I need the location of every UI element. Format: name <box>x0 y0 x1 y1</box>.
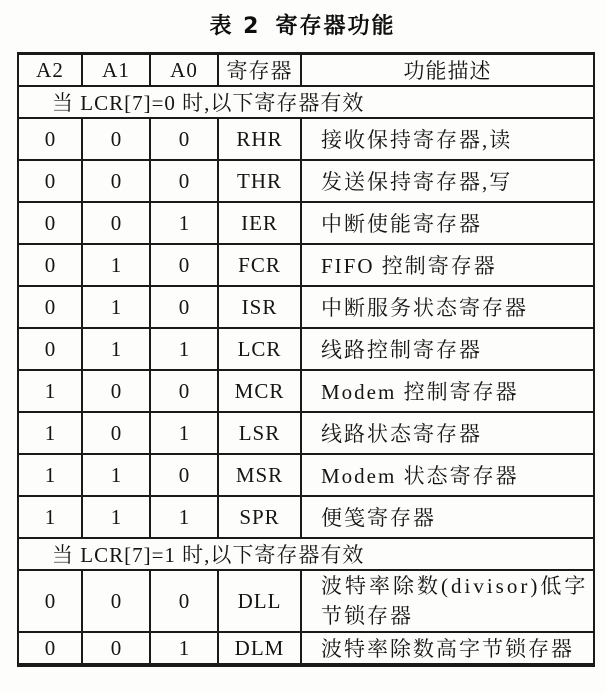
cell-register: DLM <box>218 632 301 665</box>
cell-description: 线路控制寄存器 <box>301 328 594 370</box>
cell-register: THR <box>218 160 301 202</box>
description-line: 节锁存器 <box>321 604 413 628</box>
table-row <box>18 244 594 286</box>
cell-description: 便笺寄存器 <box>301 496 594 538</box>
table-row <box>18 412 594 454</box>
cell-a2: 0 <box>18 202 82 244</box>
cell-a0: 0 <box>150 570 218 632</box>
table-number-label: 表 2 <box>209 14 261 39</box>
table-row <box>18 454 594 496</box>
cell-a1: 1 <box>82 328 150 370</box>
cell-a2: 0 <box>18 244 82 286</box>
section-note-row <box>18 86 594 118</box>
header-cell-a1: A1 <box>82 54 150 87</box>
cell-a0: 0 <box>150 160 218 202</box>
cell-a1: 1 <box>82 454 150 496</box>
section-note: 当 LCR[7]=0 时,以下寄存器有效 <box>18 86 594 118</box>
table-row <box>18 632 594 665</box>
cell-a1: 0 <box>82 370 150 412</box>
cell-a2: 0 <box>18 286 82 328</box>
cell-a2: 0 <box>18 118 82 160</box>
description-line: 波特率除数(divisor)低字 <box>321 574 589 598</box>
cell-a2: 0 <box>18 632 82 665</box>
cell-description: 中断使能寄存器 <box>301 202 594 244</box>
header-cell-register: 寄存器 <box>218 54 301 87</box>
cell-a2: 0 <box>18 328 82 370</box>
table-title-text: 寄存器功能 <box>275 14 396 39</box>
cell-a0: 0 <box>150 370 218 412</box>
cell-a0: 1 <box>150 328 218 370</box>
cell-a1: 0 <box>82 202 150 244</box>
cell-description: Modem 控制寄存器 <box>301 370 594 412</box>
cell-a0: 1 <box>150 412 218 454</box>
cell-register: MCR <box>218 370 301 412</box>
cell-a2: 1 <box>18 412 82 454</box>
cell-description: 线路状态寄存器 <box>301 412 594 454</box>
cell-description: FIFO 控制寄存器 <box>301 244 594 286</box>
cell-a0: 0 <box>150 244 218 286</box>
header-cell-a2: A2 <box>18 54 82 87</box>
table-row <box>18 370 594 412</box>
cell-register: LCR <box>218 328 301 370</box>
cell-a2: 1 <box>18 370 82 412</box>
cell-register: DLL <box>218 570 301 632</box>
cell-a2: 1 <box>18 454 82 496</box>
cell-a1: 0 <box>82 570 150 632</box>
cell-a1: 1 <box>82 286 150 328</box>
cell-a2: 0 <box>18 160 82 202</box>
table-row <box>18 496 594 538</box>
register-table-body <box>18 86 594 665</box>
cell-register: RHR <box>218 118 301 160</box>
cell-a1: 1 <box>82 496 150 538</box>
cell-a0: 1 <box>150 632 218 665</box>
section-note-row <box>18 538 594 570</box>
cell-description: 接收保持寄存器,读 <box>301 118 594 160</box>
table-row <box>18 160 594 202</box>
cell-a1: 1 <box>82 244 150 286</box>
cell-register: MSR <box>218 454 301 496</box>
cell-a1: 0 <box>82 632 150 665</box>
cell-register: SPR <box>218 496 301 538</box>
table-row <box>18 286 594 328</box>
cell-register: ISR <box>218 286 301 328</box>
table-row <box>18 328 594 370</box>
table-header-row <box>18 54 594 87</box>
page-title <box>0 9 605 40</box>
cell-register: IER <box>218 202 301 244</box>
cell-register: LSR <box>218 412 301 454</box>
cell-a0: 1 <box>150 496 218 538</box>
cell-a0: 0 <box>150 286 218 328</box>
cell-description: 波特率除数高字节锁存器 <box>301 632 594 665</box>
header-cell-a0: A0 <box>150 54 218 87</box>
cell-a0: 0 <box>150 118 218 160</box>
header-cell-description: 功能描述 <box>301 54 594 87</box>
register-table <box>17 52 595 667</box>
table-row <box>18 118 594 160</box>
cell-a0: 1 <box>150 202 218 244</box>
cell-a2: 0 <box>18 570 82 632</box>
table-row <box>18 202 594 244</box>
cell-a1: 0 <box>82 412 150 454</box>
cell-a1: 0 <box>82 118 150 160</box>
cell-description: Modem 状态寄存器 <box>301 454 594 496</box>
cell-a0: 0 <box>150 454 218 496</box>
cell-description: 中断服务状态寄存器 <box>301 286 594 328</box>
table-row <box>18 570 594 632</box>
section-note: 当 LCR[7]=1 时,以下寄存器有效 <box>18 538 594 570</box>
cell-description <box>301 570 594 632</box>
cell-a1: 0 <box>82 160 150 202</box>
cell-a2: 1 <box>18 496 82 538</box>
cell-register: FCR <box>218 244 301 286</box>
cell-description: 发送保持寄存器,写 <box>301 160 594 202</box>
